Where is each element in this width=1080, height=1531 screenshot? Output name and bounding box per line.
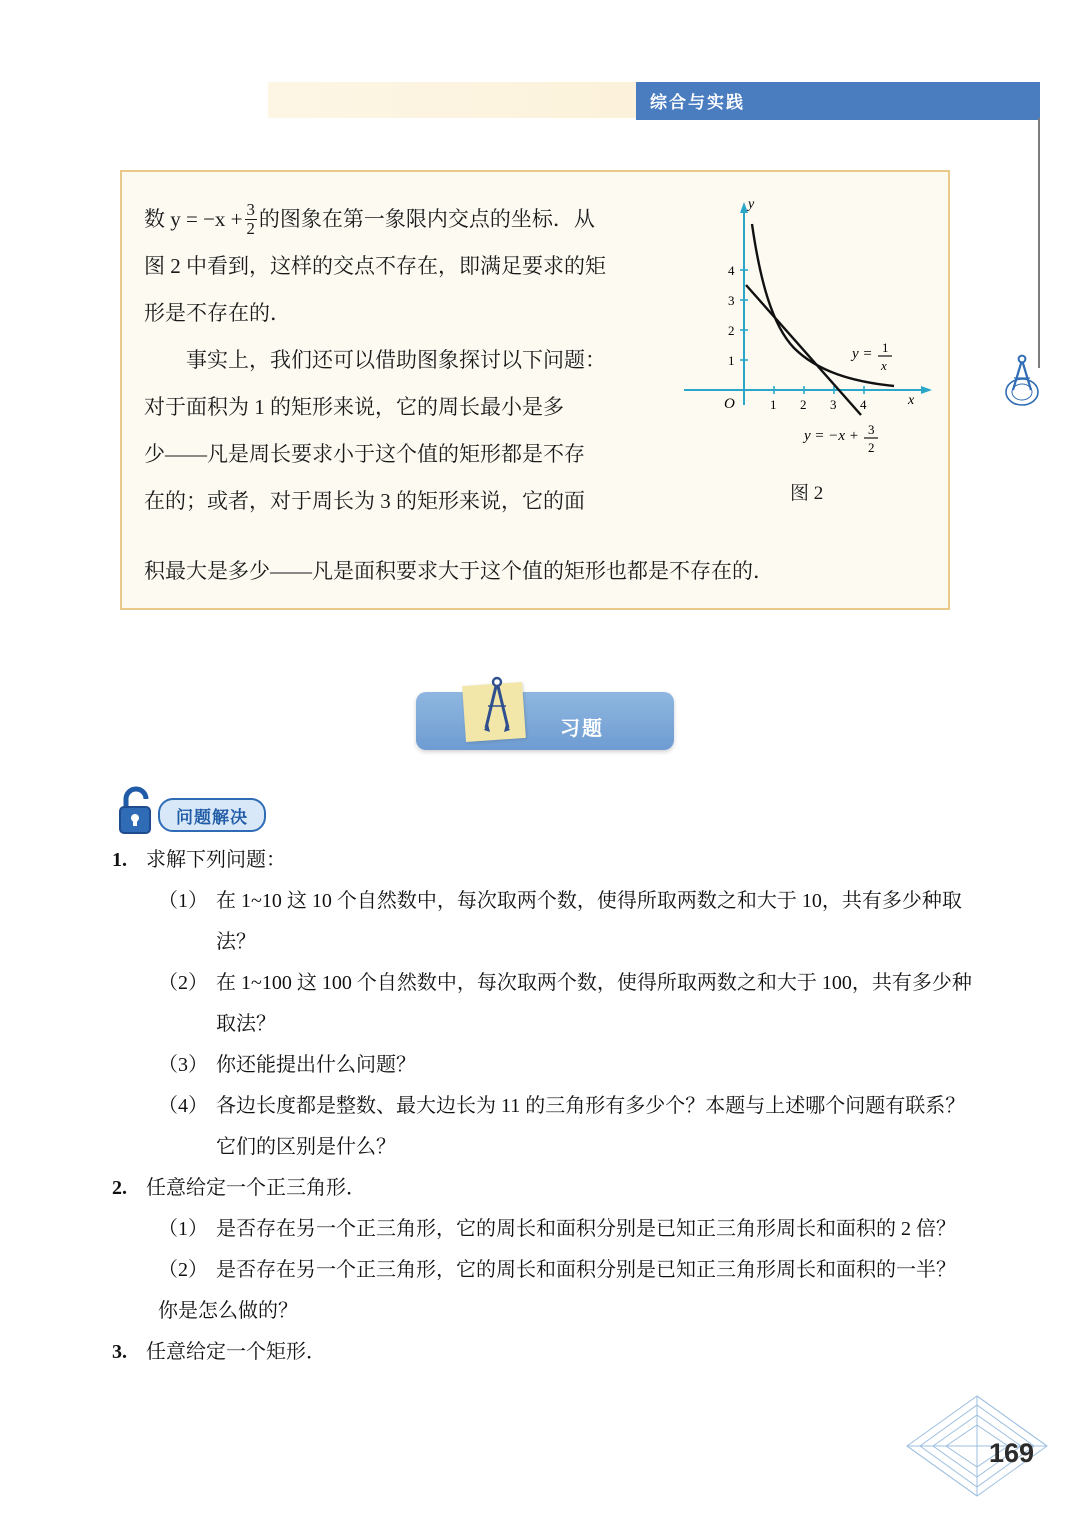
figure-graph bbox=[676, 190, 936, 500]
problem-item-2 bbox=[112, 1168, 972, 1332]
problem-1-number: 1. bbox=[112, 849, 127, 871]
figure-y-tick-3: 3 bbox=[728, 293, 735, 308]
problem-item-3 bbox=[112, 1332, 972, 1373]
problem-2-head bbox=[112, 1168, 972, 1209]
problem-2-stem: 任意给定一个正三角形． bbox=[146, 1177, 366, 1199]
passage-line-8: 积最大是多少——凡是面积要求大于这个值的矩形也都是不存在的． bbox=[144, 559, 774, 583]
passage-line-5: 对于面积为 1 的矩形来说，它的周长最小是多 bbox=[144, 395, 564, 419]
problem-2-sub-2 bbox=[112, 1250, 972, 1291]
problem-2-number: 2. bbox=[112, 1177, 127, 1199]
figure-y-axis-label: y bbox=[748, 197, 755, 212]
problem-1-sub-2-number: （2） bbox=[158, 972, 208, 994]
exercise-banner bbox=[416, 692, 674, 750]
passage-line-3: 形是不存在的． bbox=[144, 301, 291, 325]
problem-2-sub-1-number: （1） bbox=[158, 1218, 208, 1240]
header-section-tab bbox=[636, 82, 1040, 118]
problem-1-sub-1-number: （1） bbox=[158, 890, 208, 912]
passage-line-1 bbox=[144, 196, 704, 243]
problem-1-sub-1 bbox=[112, 881, 972, 963]
svg-text:y = −x +: y = −x + bbox=[804, 428, 859, 444]
problem-1-head bbox=[112, 840, 972, 881]
problem-1-sub-3-number: （3） bbox=[158, 1054, 208, 1076]
figure-y-tick-2: 2 bbox=[728, 323, 735, 338]
page-number: 169 bbox=[988, 1438, 1034, 1468]
passage-text-block bbox=[144, 196, 704, 525]
exercise-banner-label: 习题 bbox=[560, 718, 604, 740]
problem-1-sub-4-number: （4） bbox=[158, 1095, 208, 1117]
passage-line-6: 少——凡是周长要求小于这个值的矩形都是不存 bbox=[144, 442, 585, 466]
figure-caption: 图 2 bbox=[790, 483, 824, 504]
section-tag-problem-solving bbox=[158, 798, 266, 832]
passage-line-2: 图 2 中看到，这样的交点不存在，即满足要求的矩 bbox=[144, 254, 606, 278]
section-tag-label: 问题解决 bbox=[176, 807, 248, 827]
problem-2-tail: 你是怎么做的？ bbox=[158, 1300, 298, 1322]
problem-1-sub-4-text: 各边长度都是整数、最大边长为 11 的三角形有多少个？本题与上述哪个问题有联系？它们的区别是什么？ bbox=[216, 1095, 966, 1158]
passage-line-1-prefix: 数 y = −x + bbox=[144, 207, 243, 231]
figure-y-tick-1: 1 bbox=[728, 353, 735, 368]
problem-3-number: 3. bbox=[112, 1341, 127, 1363]
problem-item-1 bbox=[112, 840, 972, 1168]
problem-1-sub-2 bbox=[112, 963, 972, 1045]
problem-3-stem: 任意给定一个矩形． bbox=[146, 1341, 326, 1363]
problem-1-sub-4 bbox=[112, 1086, 972, 1168]
problem-1-sub-2-text: 在 1~100 这 100 个自然数中，每次取两个数，使得所取两数之和大于 100，共有多少种取法？ bbox=[216, 972, 972, 1035]
header-vertical-rule bbox=[1038, 118, 1040, 368]
svg-text:2: 2 bbox=[868, 440, 875, 455]
lock-icon bbox=[112, 785, 160, 837]
problem-2-sub-2-text: 是否存在另一个正三角形，它的周长和面积分别是已知正三角形周长和面积的一半？ bbox=[216, 1259, 956, 1281]
figure-x-tick-1: 1 bbox=[770, 397, 777, 412]
figure-x-axis-label: x bbox=[908, 393, 915, 408]
problem-3-head bbox=[112, 1332, 972, 1373]
figure-origin-label: O bbox=[724, 396, 735, 412]
compass-decoration-icon bbox=[1000, 352, 1044, 412]
passage-line-4: 事实上，我们还可以借助图象探讨以下问题： bbox=[186, 348, 606, 372]
problem-2-sub-2-number: （2） bbox=[158, 1259, 208, 1281]
figure-x-tick-3: 3 bbox=[830, 397, 837, 412]
passage-line-7: 在的；或者，对于周长为 3 的矩形来说，它的面 bbox=[144, 489, 585, 513]
compass-sticky-icon bbox=[470, 676, 524, 742]
figure-x-tick-2: 2 bbox=[800, 397, 807, 412]
svg-text:x: x bbox=[881, 358, 887, 373]
fraction-three-halves: $\frac{3}{2}$ bbox=[246, 199, 255, 238]
problem-2-sub-1 bbox=[112, 1209, 972, 1250]
problem-1-sub-3 bbox=[112, 1045, 972, 1086]
problem-1-sub-3-text: 你还能提出什么问题？ bbox=[216, 1054, 416, 1076]
figure-y-tick-4: 4 bbox=[728, 263, 735, 278]
svg-text:3: 3 bbox=[868, 422, 875, 437]
figure-x-tick-4: 4 bbox=[860, 397, 867, 412]
problem-1-sub-1-text: 在 1~10 这 10 个自然数中，每次取两个数，使得所取两数之和大于 10，共有多少种取法？ bbox=[216, 890, 962, 953]
svg-text:y =: y = bbox=[852, 346, 873, 362]
svg-text:1: 1 bbox=[882, 340, 889, 355]
header-rule bbox=[636, 118, 1040, 120]
problem-1-stem: 求解下列问题： bbox=[146, 849, 286, 871]
problem-list bbox=[112, 840, 972, 1373]
figure-line-label bbox=[802, 422, 878, 455]
header-section-title: 综合与实践 bbox=[650, 92, 745, 112]
problem-2-sub-1-text: 是否存在另一个正三角形，它的周长和面积分别是已知正三角形周长和面积的 2 倍？ bbox=[216, 1218, 956, 1240]
figure-curve-label bbox=[850, 340, 892, 373]
passage-line-1-suffix: 的图象在第一象限内交点的坐标．从 bbox=[258, 207, 595, 231]
